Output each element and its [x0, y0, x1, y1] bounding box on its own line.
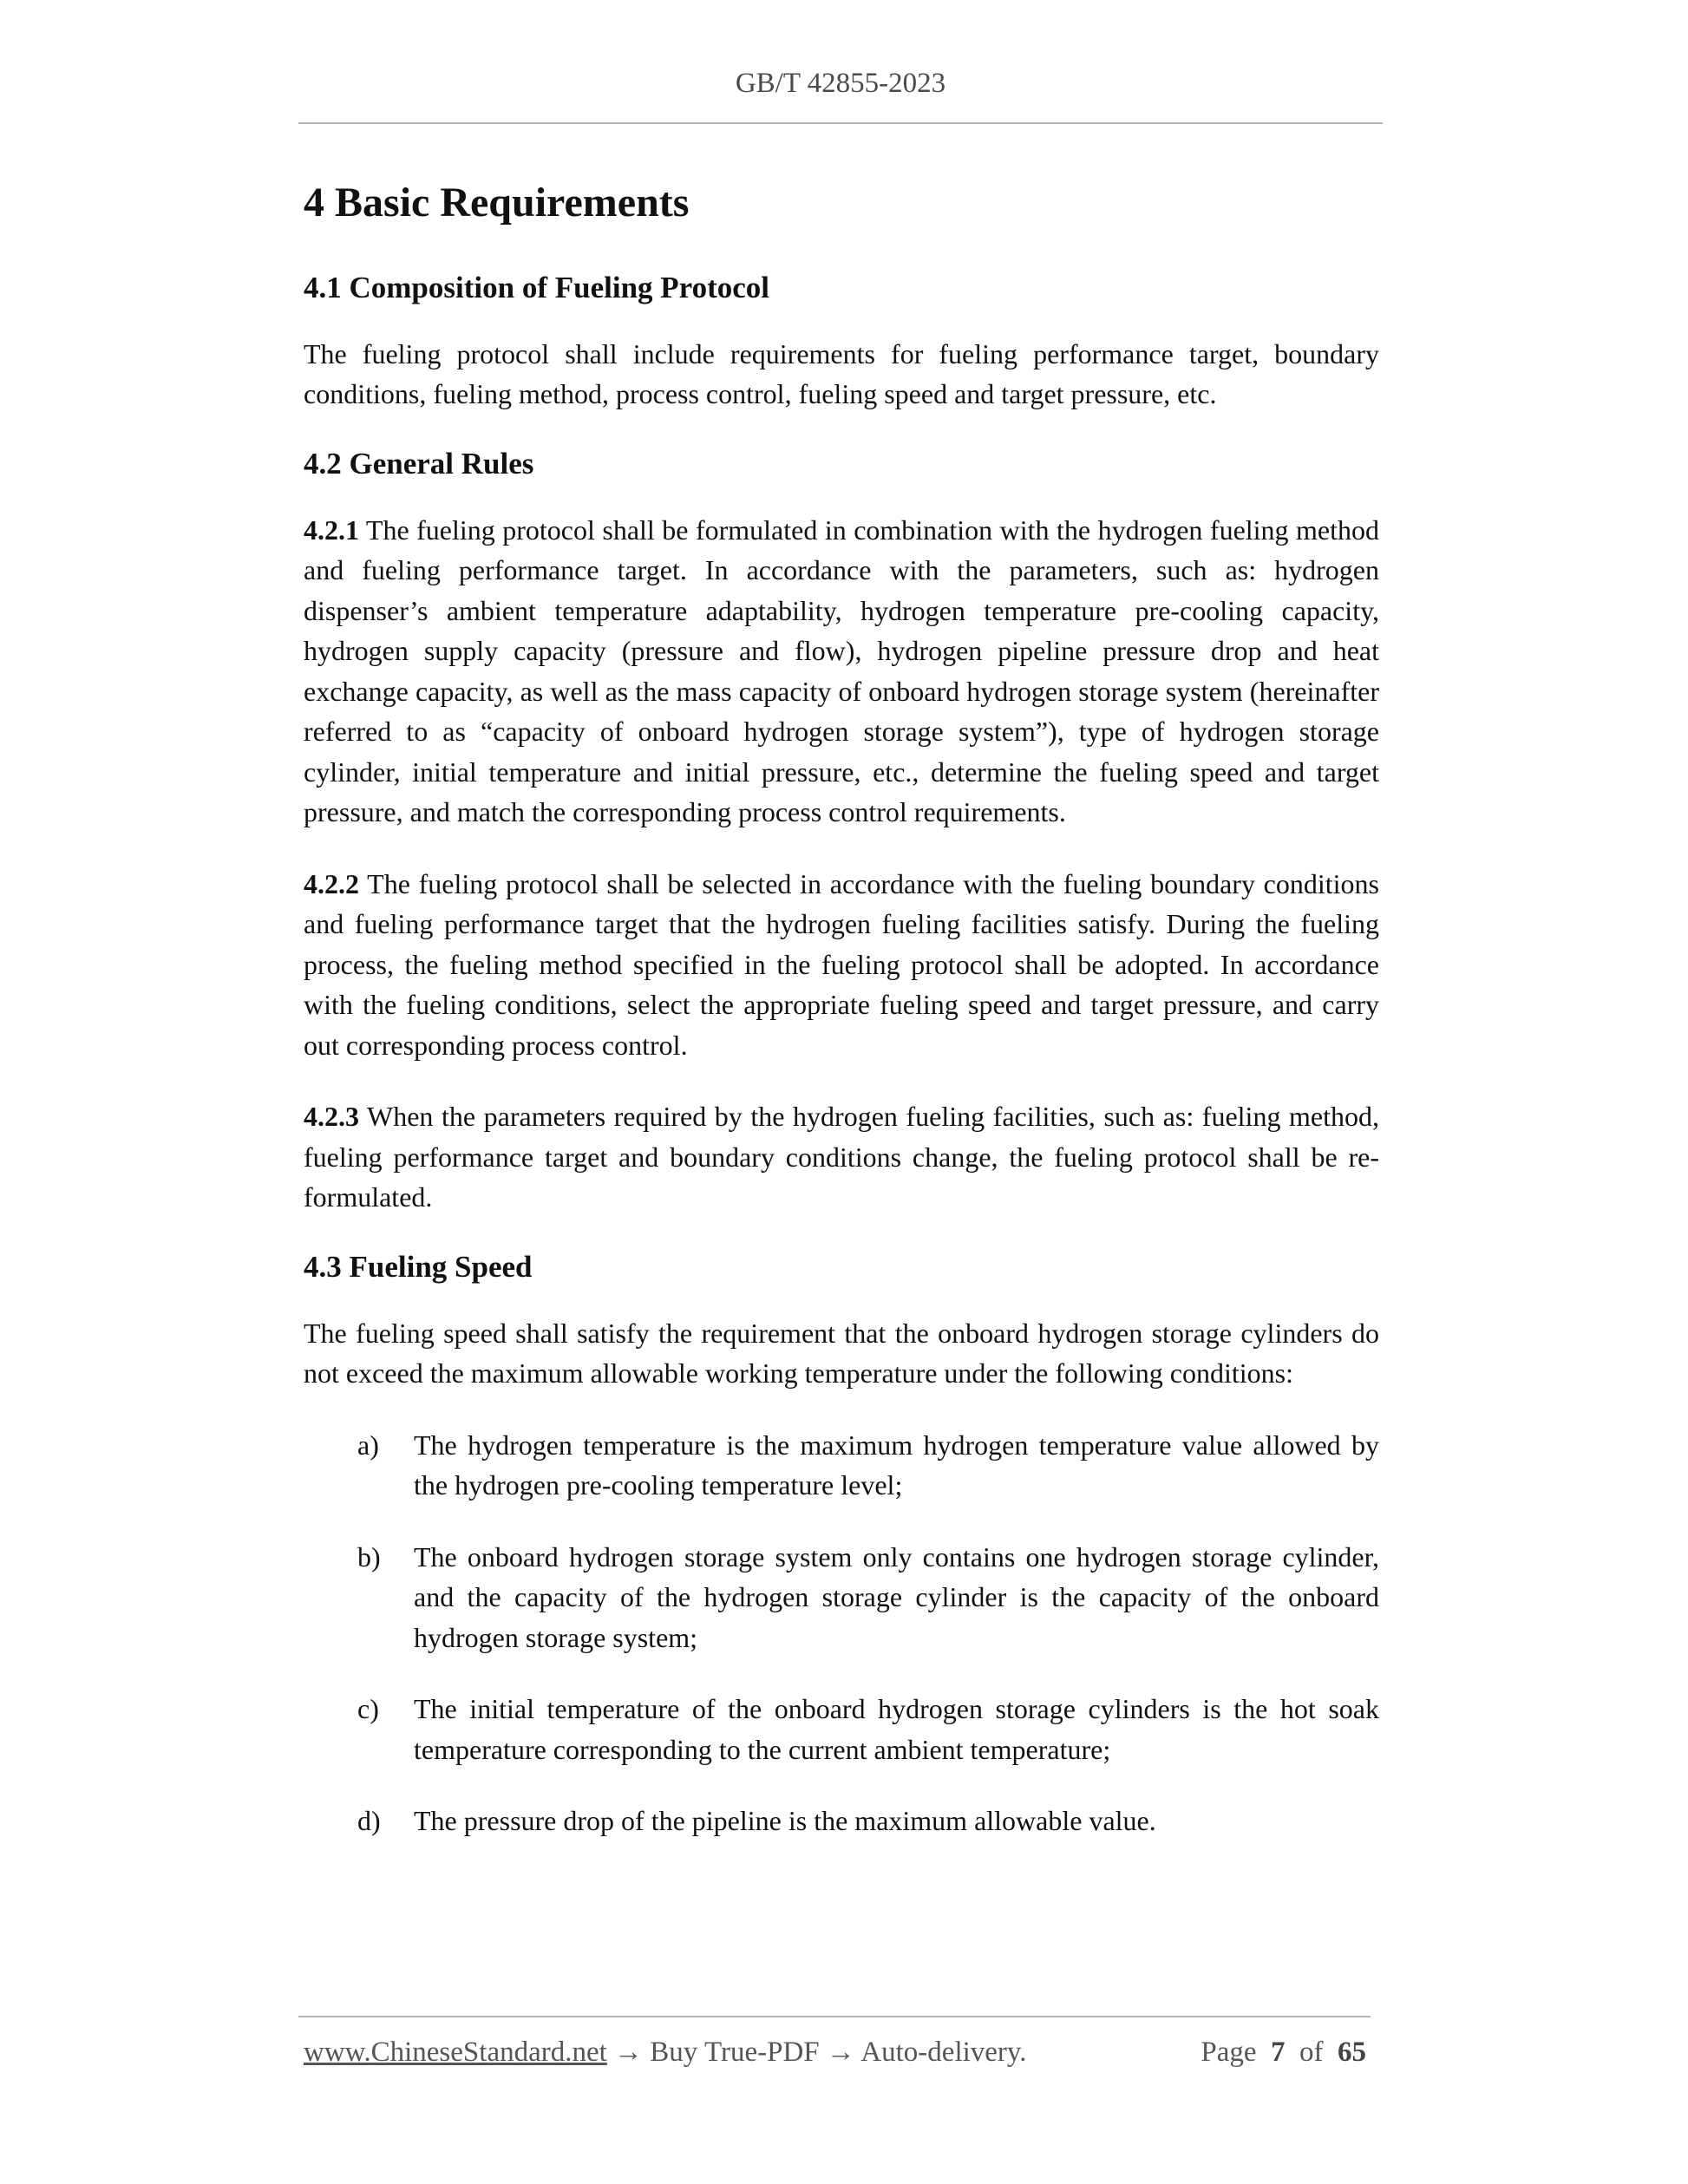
subsection-title-4-1: 4.1 Composition of Fueling Protocol	[304, 270, 769, 304]
page-indicator	[1201, 2037, 1366, 2069]
list-marker: d)	[357, 1805, 381, 1837]
paragraph-4-3-intro: The fueling speed shall satisfy the requirement that the onboard hydrogen storage cylinders do not exceed the maximum allowable working temperature under the following conditions:	[304, 1317, 1379, 1390]
clause-number: 4.2.3	[304, 1101, 359, 1133]
list-item-text: The hydrogen temperature is the maximum hydrogen temperature value allowed by the hydrogen pre-cooling temperature level;	[414, 1429, 1379, 1501]
page-content	[304, 178, 1379, 1873]
header-divider	[298, 122, 1383, 124]
list-marker: b)	[357, 1540, 381, 1573]
page-current-number: 7	[1271, 2037, 1286, 2068]
condition-list	[304, 1425, 1379, 1841]
list-marker: c)	[357, 1693, 379, 1725]
clause-text: The fueling protocol shall be selected in accordance with the fueling boundary conditions and fueling performance target that the hydrogen fueling facilities satisfy. During the fueling process, the fueling method specified in the fueling protocol shall be adopted. In accordance with the fueling conditions, select the appropriate fueling speed and target pressure, and carry out corresponding process control.	[304, 867, 1380, 1061]
list-item-text: The onboard hydrogen storage system only contains one hydrogen storage cylinder, and the capacity of the hydrogen storage cylinder is the capacity of the onboard hydrogen storage system;	[414, 1540, 1379, 1653]
subsection-title-4-3: 4.3 Fueling Speed	[304, 1249, 533, 1284]
clause-number: 4.2.2	[304, 867, 359, 899]
list-item	[304, 1689, 1379, 1769]
section-title: 4 Basic Requirements	[304, 180, 690, 226]
list-item	[304, 1425, 1379, 1506]
clause-4-2-3	[304, 1096, 1379, 1218]
page-total-number: 65	[1338, 2037, 1366, 2068]
footer-promo	[304, 2037, 1027, 2069]
clause-4-2-1	[304, 510, 1379, 833]
clause-4-2-2	[304, 864, 1379, 1066]
clause-text: The fueling protocol shall be formulated in combination with the hydrogen fueling method and fueling performance target. In accordance with the parameters, such as: hydrogen dispenser’s ambient temperature adaptability, hydrogen temperature pre-cooling capacity, hydrogen supply capacity (pressure and flow), hydrogen pipeline pressure drop and heat exchange capacity, as well as the mass capacity of onboard hydrogen storage system (hereinafter referred to as “capacity of onboard hydrogen storage system”), type of hydrogen storage cylinder, initial temperature and initial pressure, etc., determine the fueling speed and target pressure, and match the corresponding process control requirements.	[304, 513, 1380, 828]
list-item	[304, 1537, 1379, 1658]
list-item-text: The pressure drop of the pipeline is the maximum allowable value.	[414, 1805, 1156, 1837]
list-item-text: The initial temperature of the onboard hydrogen storage cylinders is the hot soak temperature corresponding to the current ambient temperature;	[414, 1693, 1379, 1765]
footer-promo-text: → Buy True-PDF → Auto-delivery.	[614, 2037, 1027, 2068]
footer-divider	[298, 2016, 1371, 2017]
website-link[interactable]: www.ChineseStandard.net	[304, 2037, 607, 2068]
page-label: Page	[1201, 2037, 1257, 2068]
document-code-header: GB/T 42855-2023	[735, 68, 946, 99]
list-item	[304, 1801, 1379, 1841]
paragraph-4-1: The fueling protocol shall include requirements for fueling performance target, boundary conditions, fueling method, process control, fueling speed and target pressure, etc.	[304, 337, 1379, 410]
clause-number: 4.2.1	[304, 513, 359, 546]
list-marker: a)	[357, 1429, 379, 1461]
of-label: of	[1299, 2037, 1324, 2068]
subsection-title-4-2: 4.2 General Rules	[304, 446, 534, 481]
clause-text: When the parameters required by the hydrogen fueling facilities, such as: fueling method, fueling performance target and boundary conditions change, the fueling protocol shall be re-formulated.	[304, 1101, 1379, 1213]
